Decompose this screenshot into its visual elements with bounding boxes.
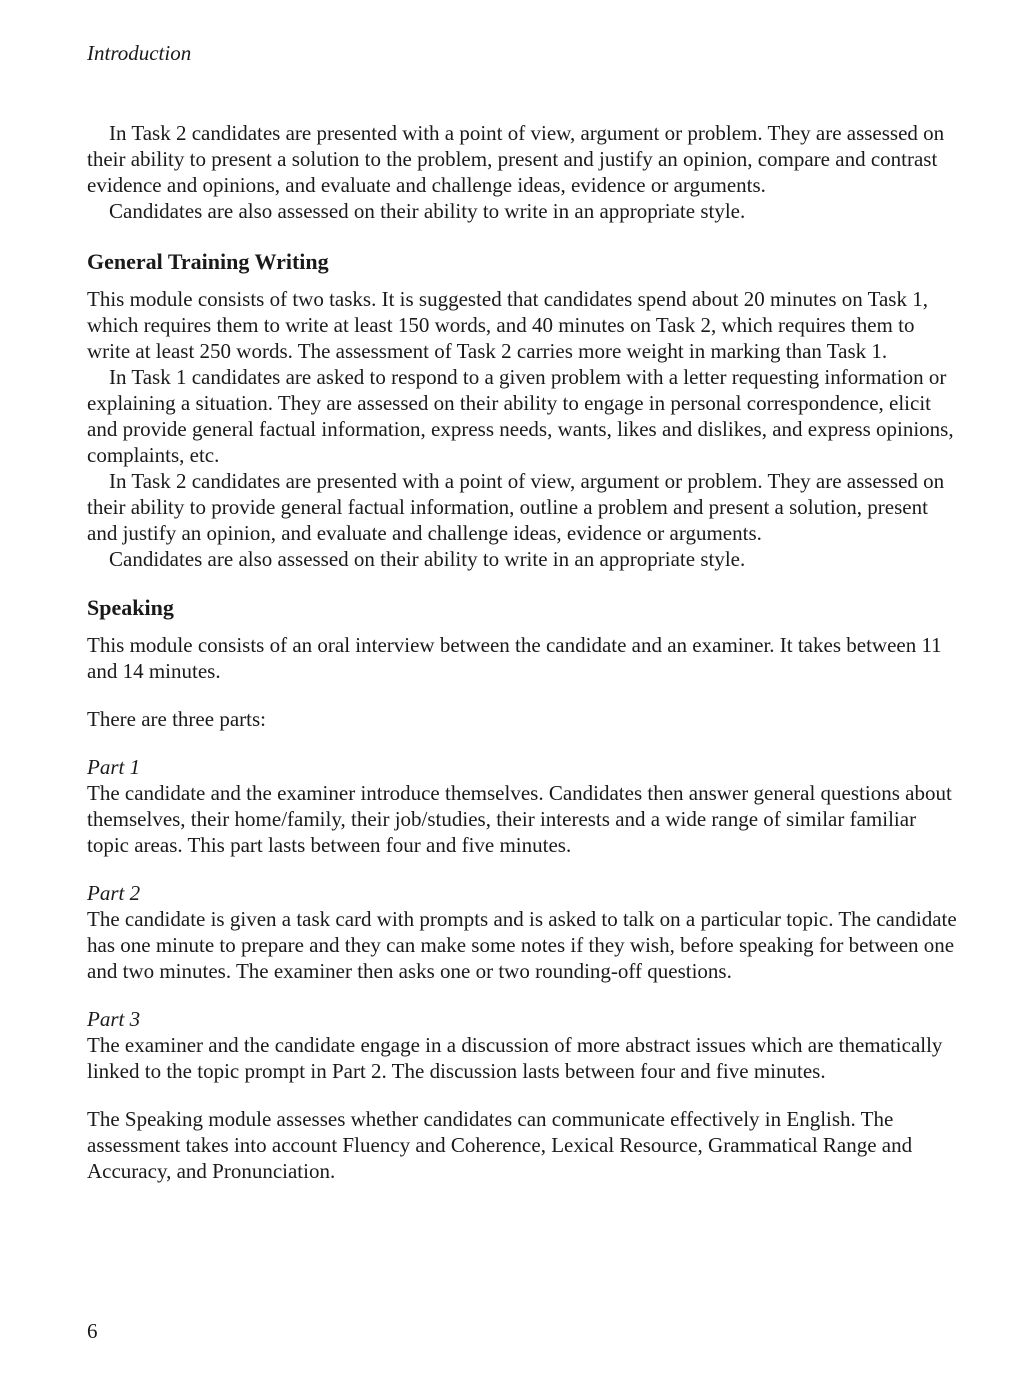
- part-title: Part 2: [87, 881, 141, 905]
- academic-task2-section: [87, 120, 957, 224]
- paragraph: In Task 1 candidates are asked to respond to a given problem with a letter requesting information or explaining a situation. They are assessed on their ability to engage in personal correspondence, elicit and provide general factual information, express needs, wants, likes and dislikes, and express opinions, complaints, etc.: [87, 365, 954, 467]
- section-heading: Speaking: [87, 595, 174, 620]
- page-number: 6: [87, 1319, 98, 1343]
- part-text: The candidate and the examiner introduce themselves. Candidates then answer general questions about themselves, their home/family, their job/studies, their interests and a wide range of similar familiar topic areas. This part lasts between four and five minutes.: [87, 781, 952, 857]
- speaking-part: [87, 754, 957, 858]
- paragraph: Candidates are also assessed on their ability to write in an appropriate style.: [109, 199, 746, 223]
- speaking-section: [87, 594, 957, 1184]
- part-text: The candidate is given a task card with prompts and is asked to talk on a particular topic. The candidate has one minute to prepare and they can make some notes if they wish, before speaking for between one and two minutes. The examiner then asks one or two rounding-off questions.: [87, 907, 957, 983]
- paragraph: There are three parts:: [87, 707, 266, 731]
- speaking-part: [87, 880, 957, 984]
- page-content: [87, 120, 957, 1184]
- general-training-section: [87, 248, 957, 572]
- section-heading: General Training Writing: [87, 249, 329, 274]
- speaking-part: [87, 1006, 957, 1084]
- paragraph: In Task 2 candidates are presented with a point of view, argument or problem. They are assessed on their ability to present a solution to the problem, present and justify an opinion, compare and contrast evidence and opinions, and evaluate and challenge ideas, evidence or arguments.: [87, 121, 945, 197]
- part-text: The examiner and the candidate engage in a discussion of more abstract issues which are thematically linked to the topic prompt in Part 2. The discussion lasts between four and five minutes.: [87, 1033, 943, 1083]
- paragraph: This module consists of two tasks. It is suggested that candidates spend about 20 minutes on Task 1, which requires them to write at least 150 words, and 40 minutes on Task 2, which requires them to write at least 250 words. The assessment of Task 2 carries more weight in marking than Task 1.: [87, 287, 928, 363]
- paragraph: This module consists of an oral interview between the candidate and an examiner. It takes between 11 and 14 minutes.: [87, 633, 942, 683]
- part-title: Part 1: [87, 755, 141, 779]
- running-head: Introduction: [87, 41, 192, 65]
- paragraph: Candidates are also assessed on their ability to write in an appropriate style.: [109, 547, 746, 571]
- part-title: Part 3: [87, 1007, 141, 1031]
- paragraph: In Task 2 candidates are presented with a point of view, argument or problem. They are assessed on their ability to provide general factual information, outline a problem and present a solution, present and justify an opinion, and evaluate and challenge ideas, evidence or arguments.: [87, 469, 945, 545]
- paragraph: The Speaking module assesses whether candidates can communicate effectively in English. The assessment takes into account Fluency and Coherence, Lexical Resource, Grammatical Range and Accuracy, and Pronunciation.: [87, 1107, 913, 1183]
